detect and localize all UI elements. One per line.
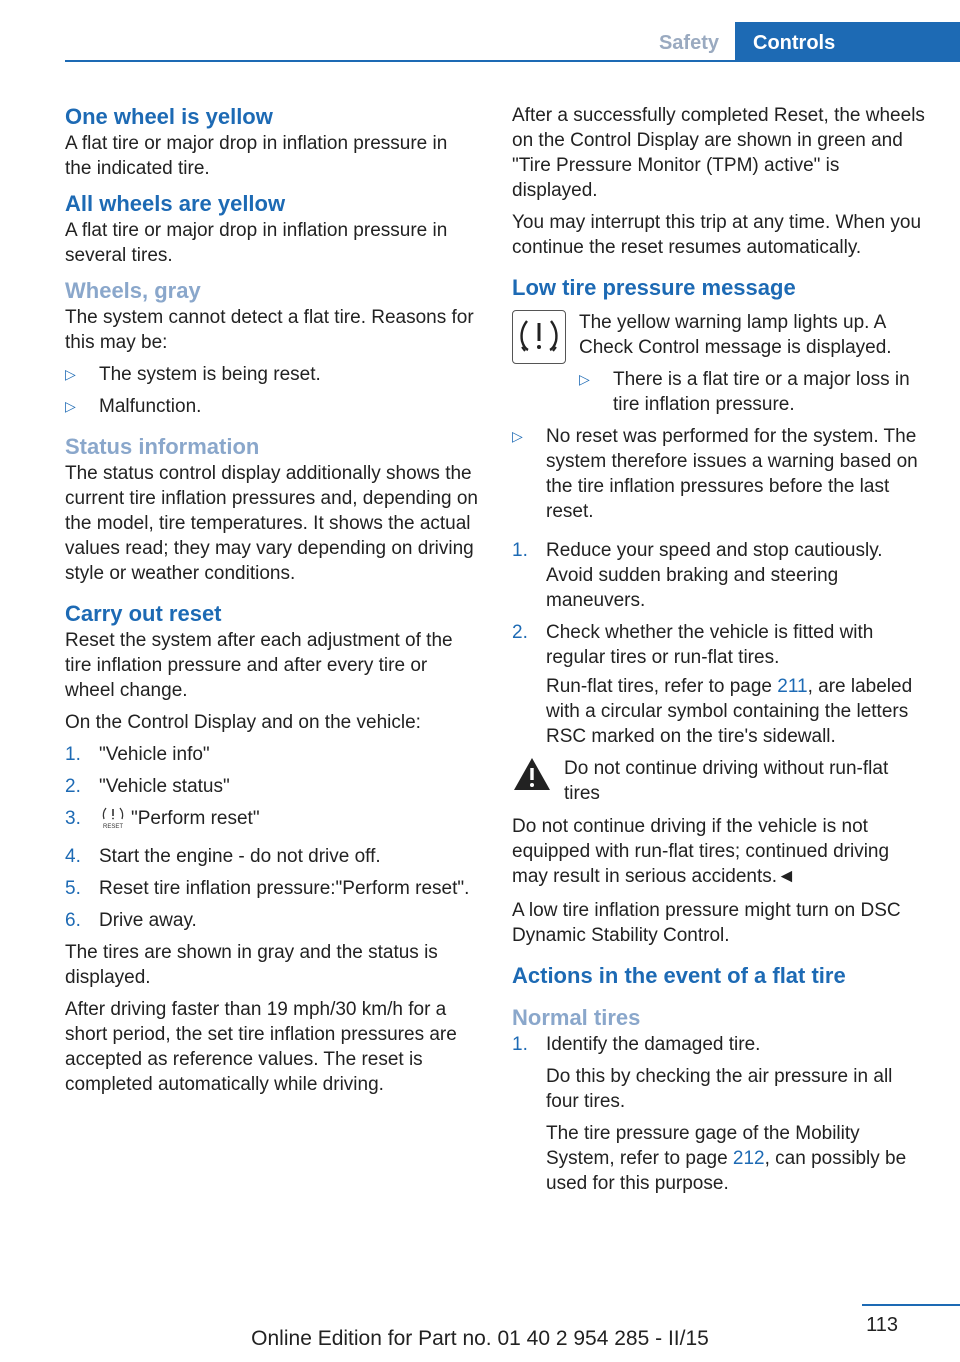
paragraph: On the Control Display and on the vehicle: [65, 712, 421, 733]
list-item: 1. "Vehicle info" [65, 744, 210, 765]
list-item: 6. Drive away. [65, 910, 197, 931]
paragraph: Reset the system after each adjustment of the tire inflation pressure and after every tire or wheel change. [65, 630, 453, 701]
heading-wheels-gray: Wheels, gray [65, 278, 201, 303]
paragraph: After driving faster than 19 mph/30 km/h for a short period, the set tire inflation pressures are accepted as reference values. The reset is completed automatically while driving. [65, 999, 457, 1095]
paragraph: After a successfully completed Reset, the wheels on the Control Display are shown in green and "Tire Pressure Monitor (TPM) active" is displayed. [512, 105, 925, 201]
paragraph: The system cannot detect a flat tire. Reasons for this may be: [65, 307, 474, 353]
triangle-bullet-icon: ▷ [579, 371, 590, 387]
svg-text:RESET: RESET [102, 824, 124, 830]
paragraph: Run-flat tires, refer to page 211, are labeled with a circular symbol containing the letters RSC marked on the tire's sidewall. [546, 676, 913, 747]
list-item: ▷ The system is being reset. [65, 364, 321, 385]
paragraph: The tires are shown in gray and the status is displayed. [65, 942, 438, 988]
tire-pressure-warning-icon [512, 310, 566, 364]
list-item: ▷ Malfunction. [65, 396, 202, 417]
footer-rule [862, 1304, 960, 1306]
list-item: 5. Reset tire inflation pressure:"Perform reset". [65, 878, 470, 899]
heading-low-tire-pressure: Low tire pressure message [512, 275, 796, 300]
paragraph: You may interrupt this trip at any time. When you continue the reset resumes automatically. [512, 212, 922, 258]
paragraph: A flat tire or major drop in inflation pressure in the indicated tire. [65, 133, 448, 179]
triangle-bullet-icon: ▷ [512, 428, 523, 444]
paragraph: A low tire inflation pressure might turn on DSC Dynamic Stability Control. [512, 900, 901, 946]
header-rule [65, 60, 960, 62]
page-link-212[interactable]: 212 [732, 1148, 765, 1169]
warning-block [512, 756, 926, 806]
heading-status-information: Status information [65, 434, 260, 459]
warning-title: Do not continue driving without run-flat tires [564, 758, 889, 804]
list-item: 4. Start the engine - do not drive off. [65, 846, 381, 867]
list-item: 1. Reduce your speed and stop cautiously. Avoid sudden braking and steering maneuvers. [512, 540, 883, 611]
tab-controls[interactable]: Controls [735, 22, 960, 62]
heading-all-wheels-yellow: All wheels are yellow [65, 191, 286, 216]
warning-triangle-icon [512, 756, 564, 806]
tab-safety[interactable]: Safety [658, 32, 719, 54]
list-item: 2. "Vehicle status" [65, 776, 230, 797]
list-item: 3. RESET "Perform reset" [65, 806, 478, 837]
triangle-bullet-icon: ▷ [65, 398, 76, 414]
left-column [65, 103, 478, 1104]
paragraph: A flat tire or major drop in inflation pressure in several tires. [65, 220, 448, 266]
list-item: ▷ No reset was performed for the system. The system therefore issues a warning based on the tire inflation pressures before the last reset. [512, 426, 918, 522]
list-item: ▷ There is a flat tire or a major loss in tire inflation pressure. [579, 369, 910, 415]
triangle-bullet-icon: ▷ [65, 366, 76, 382]
warning-text: Do not continue driving if the vehicle is not equipped with run-flat tires; continued driving may result in serious accidents.◄ [512, 816, 890, 887]
warning-lamp-block [512, 310, 926, 424]
heading-carry-out-reset: Carry out reset [65, 601, 222, 626]
paragraph: The status control display additionally shows the current tire inflation pressures and, depending on the model, tire temperatures. It shows the actual values read; they may vary depending on driving style or weather conditions. [65, 463, 478, 584]
page-link-211[interactable]: 211 [777, 676, 808, 697]
heading-one-wheel-yellow: One wheel is yellow [65, 104, 273, 129]
footer-text: Online Edition for Part no. 01 40 2 954 285 - II/15 [251, 1327, 709, 1350]
list-item: 2. Check whether the vehicle is fitted with regular tires or run-flat tires. [512, 622, 874, 668]
heading-normal-tires: Normal tires [512, 1005, 641, 1030]
tire-reset-icon [99, 806, 131, 837]
page-header [0, 0, 960, 62]
heading-flat-tire-actions: Actions in the event of a flat tire [512, 963, 846, 988]
paragraph: The tire pressure gage of the Mobility System, refer to page 212, can possibly be used for this purpose. [546, 1123, 907, 1194]
paragraph: The yellow warning lamp lights up. A Check Control message is displayed. [579, 312, 892, 358]
right-column [512, 103, 926, 1203]
list-item: 1. Identify the damaged tire. [512, 1034, 761, 1055]
page-number: 113 [866, 1314, 898, 1336]
paragraph: Do this by checking the air pressure in all four tires. [546, 1066, 893, 1112]
